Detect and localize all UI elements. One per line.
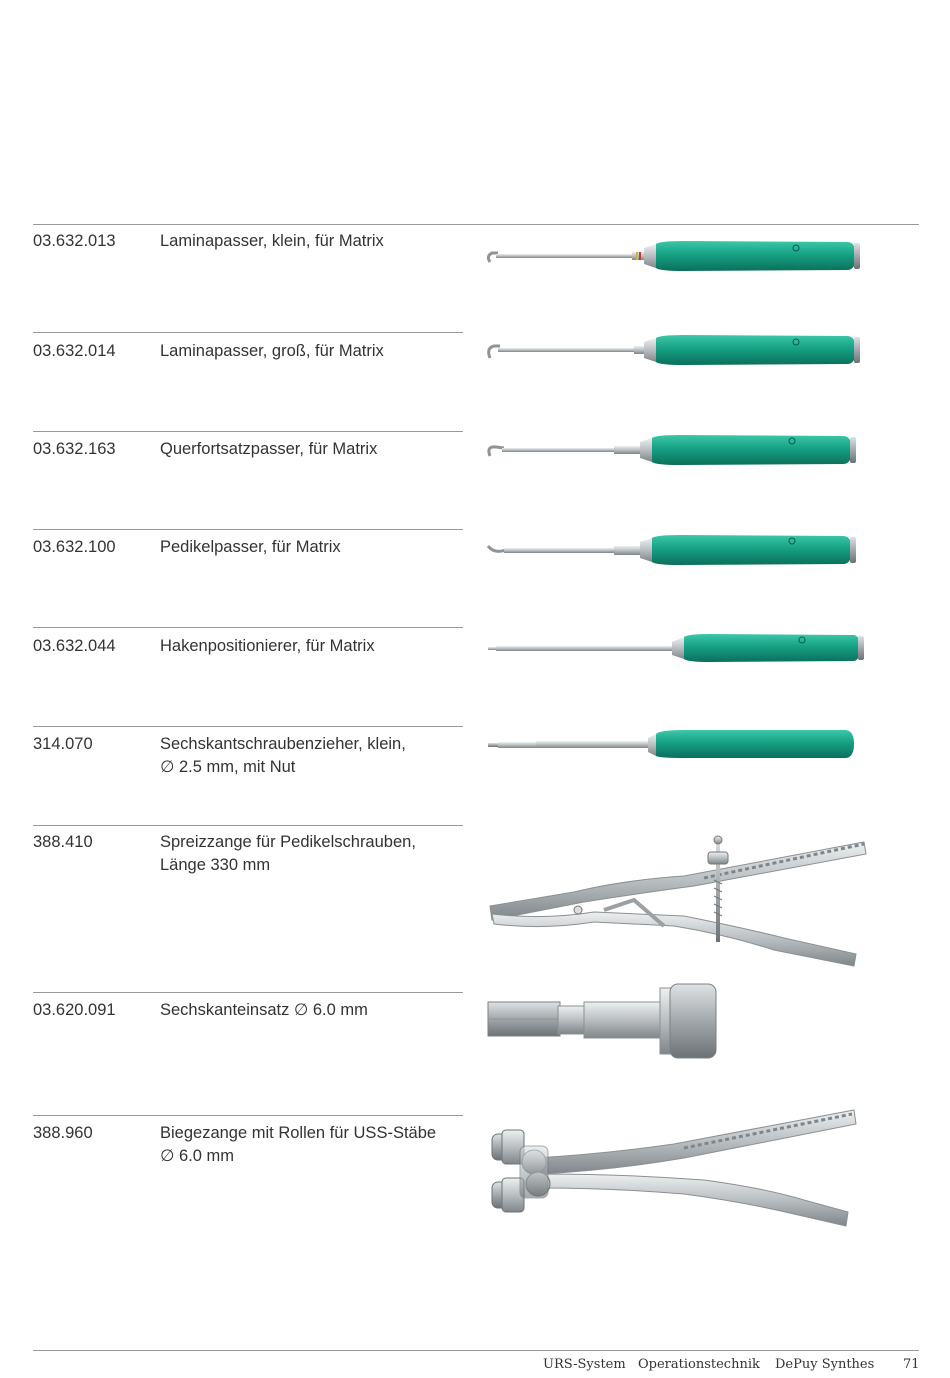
item-description: Spreizzange für Pedikelschrauben, Länge 330 mm — [160, 833, 416, 874]
pedicle-trial-instrument — [484, 530, 864, 574]
article-number: 03.632.044 — [33, 637, 116, 655]
footer-brand: DePuy Synthes — [775, 1357, 875, 1372]
transverse-process-trial-instrument — [484, 430, 864, 474]
article-number: 03.620.091 — [33, 1001, 116, 1019]
footer-section: Operationstechnik — [638, 1357, 760, 1372]
article-number: 388.410 — [33, 833, 93, 851]
article-number: 03.632.014 — [33, 342, 116, 360]
laminapasser-large-instrument — [484, 330, 864, 374]
item-description: Laminapasser, klein, für Matrix — [160, 232, 384, 250]
item-description: Querfortsatzpasser, für Matrix — [160, 440, 378, 458]
footer-system: URS-System — [543, 1357, 626, 1372]
item-description: Sechskanteinsatz ∅ 6.0 mm — [160, 1001, 368, 1019]
item-description: Biegezange mit Rollen für USS-Stäbe ∅ 6.0 mm — [160, 1124, 437, 1165]
top-rule — [33, 224, 919, 225]
article-number: 03.632.100 — [33, 538, 116, 556]
item-description: Pedikelpasser, für Matrix — [160, 538, 341, 556]
article-number: 03.632.013 — [33, 232, 116, 250]
row-divider — [33, 1115, 463, 1116]
footer-rule — [33, 1350, 919, 1351]
row-divider — [33, 627, 463, 628]
item-description: Sechskantschraubenzieher, klein, ∅ 2.5 mm, mit Nut — [160, 735, 406, 776]
row-divider — [33, 431, 463, 432]
hex-screwdriver-instrument — [484, 724, 864, 768]
page-number: 71 — [903, 1357, 920, 1372]
hook-positioner-instrument — [484, 628, 868, 672]
row-divider — [33, 825, 463, 826]
row-divider — [33, 529, 463, 530]
item-description: Hakenpositionierer, für Matrix — [160, 637, 375, 655]
rod-bending-pliers-instrument — [484, 1104, 864, 1234]
article-number: 388.960 — [33, 1124, 93, 1142]
item-description: Laminapasser, groß, für Matrix — [160, 342, 384, 360]
article-number: 03.632.163 — [33, 440, 116, 458]
row-divider — [33, 726, 463, 727]
row-divider — [33, 992, 463, 993]
article-number: 314.070 — [33, 735, 93, 753]
row-divider — [33, 332, 463, 333]
hex-insert-instrument — [484, 980, 724, 1066]
spreader-forceps-instrument — [484, 830, 874, 970]
laminapasser-small-instrument — [484, 236, 864, 280]
